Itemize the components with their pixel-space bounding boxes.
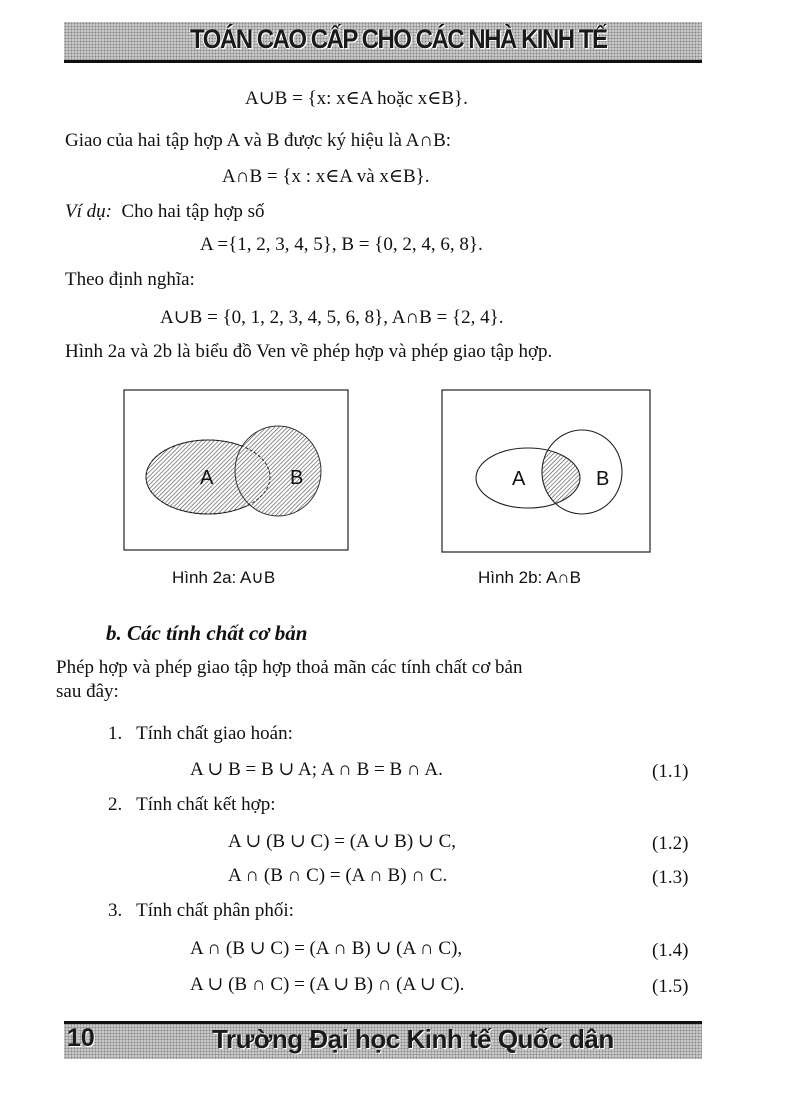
- example-text: Cho hai tập hợp số: [121, 201, 265, 222]
- item-label: Tính chất phân phối:: [136, 900, 294, 921]
- equation-number: (1.4): [652, 940, 689, 961]
- example-sets: A ={1, 2, 3, 4, 5}, B = {0, 2, 4, 6, 8}.: [200, 234, 483, 255]
- formula: A ∩ (B ∪ C) = (A ∩ B) ∪ (A ∩ C),: [190, 938, 463, 959]
- label-a: A: [200, 467, 214, 489]
- property-item: [108, 899, 294, 923]
- label-b: B: [596, 468, 610, 490]
- section-title: b. Các tính chất cơ bản: [106, 621, 308, 645]
- label-a: A: [512, 468, 526, 490]
- equation-number: (1.5): [652, 976, 689, 997]
- item-number: 1.: [108, 723, 123, 744]
- formula: A ∪ B = B ∪ A; A ∩ B = B ∩ A.: [190, 759, 443, 780]
- formula: A ∪ (B ∪ C) = (A ∪ B) ∪ C,: [228, 831, 456, 852]
- equation-number: (1.3): [652, 867, 689, 888]
- formula: A ∩ (B ∩ C) = (A ∩ B) ∩ C.: [228, 865, 448, 886]
- venn-union-figure: [118, 384, 354, 554]
- section-intro-line2: sau đây:: [56, 681, 119, 702]
- item-number: 2.: [108, 794, 123, 815]
- example-label: Ví dụ:: [65, 201, 112, 222]
- union-definition: A∪B = {x: x∈A hoặc x∈B}.: [245, 88, 468, 109]
- figure-2b-caption: Hình 2b: A∩B: [478, 568, 581, 587]
- set-b-ellipse: [235, 426, 321, 516]
- item-label: Tính chất giao hoán:: [136, 723, 293, 744]
- label-b: B: [290, 467, 304, 489]
- header-rule: [64, 60, 702, 63]
- venn-intersection-figure: [436, 384, 656, 556]
- formula: A ∪ (B ∩ C) = (A ∪ B) ∩ (A ∪ C).: [190, 974, 465, 995]
- property-item: [108, 722, 293, 746]
- item-label: Tính chất kết hợp:: [136, 794, 276, 815]
- figure-2a-caption: Hình 2a: A∪B: [172, 568, 276, 587]
- item-number: 3.: [108, 900, 123, 921]
- header-title: TOÁN CAO CẤP CHO CÁC NHÀ KINH TẾ: [190, 24, 607, 55]
- example-result: A∪B = {0, 1, 2, 3, 4, 5, 6, 8}, A∩B = {2, 4}.: [160, 307, 504, 328]
- page-number: 10: [67, 1024, 95, 1052]
- footer-text: Trường Đại học Kinh tế Quốc dân: [212, 1024, 614, 1054]
- intersection-intro: Giao của hai tập hợp A và B được ký hiệu là A∩B:: [65, 130, 452, 151]
- section-intro-line1: Phép hợp và phép giao tập hợp thoả mãn các tính chất cơ bản: [56, 657, 523, 678]
- property-item: [108, 793, 276, 817]
- figure-intro: Hình 2a và 2b là biểu đồ Ven về phép hợp và phép giao tập hợp.: [65, 341, 553, 362]
- intersection-definition: A∩B = {x : x∈A và x∈B}.: [222, 166, 430, 187]
- example-line: [65, 200, 265, 224]
- equation-number: (1.2): [652, 833, 689, 854]
- equation-number: (1.1): [652, 761, 689, 782]
- by-definition: Theo định nghĩa:: [65, 269, 195, 290]
